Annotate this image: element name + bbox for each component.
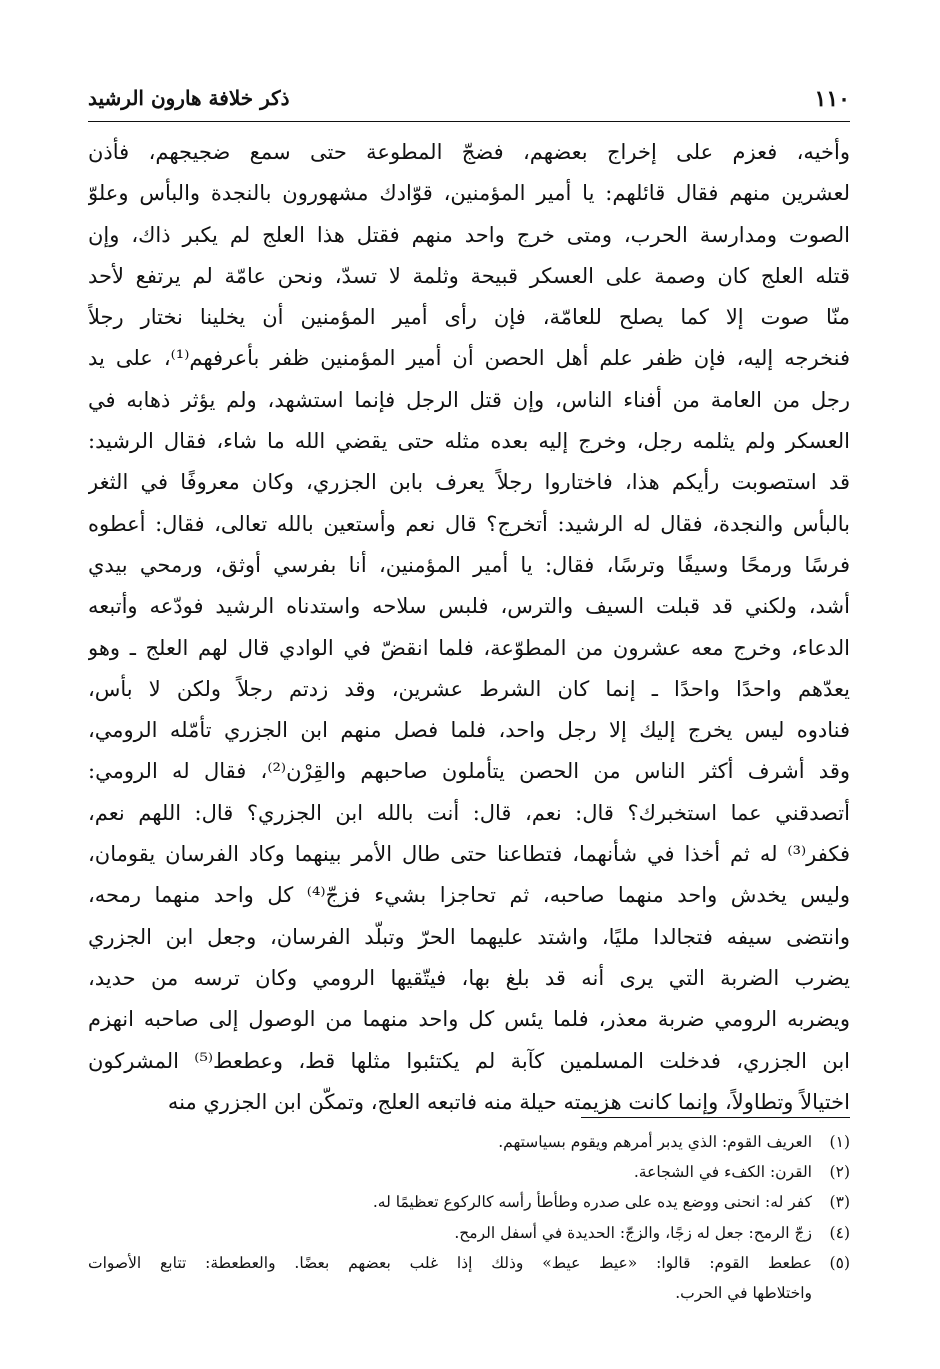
text-line: اختيالاً وتطاولاً، وإنما كانت هزيمته حيلة منه فاتبعه العلج، وتمكّن ابن الجزري منه [167,1089,850,1114]
text-line: فرسًا ورمحًا وسيفًا وترسًا، فقال: يا أمير المؤمنين، أنا بفرسي أوثق، ورمحي بيدي [88,552,850,577]
footnote-number: (٥) [829,1253,850,1272]
footnote [88,1218,850,1248]
text-line: قد استصوبت رأيكم هذا، فاختاروا رجلاً يعرف بابن الجزري، وكان معروفًا في الثغر [88,470,850,495]
footnote-line: زجّ الرمح: جعل له زجًا، والزجّ: الحديدة في أسفل الرمح. [454,1223,812,1242]
text-line: لعشرين منهم فقال قائلهم: يا أمير المؤمنين، قوّادك مشهورون بالنجدة والبأس وعلوّ [88,181,850,206]
text-line: الدعاء، وخرج معه عشرون من المطوّعة، فلما انقضّ في الوادي قال لهم العلج ـ وهو [88,635,850,660]
text-line: ابن الجزري، فدخلت المسلمين كآبة لم يكتئبوا مثلها قط، وعطعط⁽⁵⁾ المشركون [88,1048,850,1073]
footnote-number: (٤) [829,1223,850,1242]
footnote-line: القرن: الكفء في الشجاعة. [633,1163,812,1182]
footnote-text [88,1157,812,1187]
text-line: بالبأس والنجدة، فقال له الرشيد: أتخرج؟ قال نعم وأستعين بالله تعالى، فقال: أعطوه [88,511,850,536]
text-line: يضرب الضربة التي يرى أنه قد بلغ بها، فيتّقيها الرومي وكان ترسه من حديد، [88,965,850,990]
header-rule [88,121,850,122]
text-line: قتله العلج كان وصمة على العسكر قبيحة وثلمة لا تسدّ، ونحن عامّة لم يرتفع لأحد [88,263,850,288]
footnote-line: العريف القوم: الذي يدبر أمرهم ويقوم بسياستهم. [498,1133,812,1151]
footnote [88,1157,850,1187]
page-header [88,86,850,116]
footnote-text [88,1248,812,1308]
main-text [88,132,850,1123]
footnote-text [88,1218,812,1248]
footnote-line: واختلاطها في الحرب. [675,1284,812,1303]
text-line: ويضربه الرومي ضربة معذر، فلما يئس كل واحد منهما من الوصول إلى صاحبه انهزم [88,1007,850,1032]
footnotes [88,1127,850,1308]
text-line: فكفر⁽³⁾ له ثم أخذا في شأنهما، فتطاعنا حتى طال الأمر بينهما وكاد الفرسان يقومان، [88,842,850,867]
text-line: منّا صوت إلا كما يصلح للعامّة، فإن رأى أمير المؤمنين أن يخلينا نختار رجلاً [88,305,850,330]
page-number: ١١٠ [814,86,850,112]
text-line: رجل من العامة من أفناء الناس، وإن قتل الرجل فإنما استشهد، ولم يؤثر ذهابه في [88,387,850,412]
text-line: وأخيه، فعزم على إخراج بعضهم، فضجّ المطوعة حتى سمع ضجيجهم، فأذن [88,140,850,164]
footnote-number: (١) [829,1133,850,1151]
text-line: أشد، ولكني قد قبلت السيف والترس، فلبس سلاحه واستدناه الرشيد فودّعه وأتبعه [88,594,850,619]
footnote [88,1187,850,1217]
footnote-text [88,1127,812,1157]
text-line: أتصدقني عما استخبرك؟ قال: نعم، قال: أنت بالله ابن الجزري؟ قال: اللهم نعم، [88,800,850,825]
footnote-number: (٢) [829,1163,850,1182]
text-line: الصوت ومدارسة الحرب، ومتى خرج واحد منهم فقتل هذا العلج لم يكبر ذاك، وإن [88,222,850,247]
footnote-text [88,1187,812,1217]
text-line: يعدّهم واحدًا واحدًا ـ إنما كان الشرط عشرين، وقد زدتم رجلاً ولكن لا بأس، [88,676,850,701]
footnote [88,1248,850,1308]
footnote-separator [581,1117,850,1118]
text-line: العسكر ولم يثلمه رجل، وخرج إليه بعده مثله حتى يقضي الله ما شاء، فقال الرشيد: [88,429,850,454]
text-line: وانتضى سيفه فتجالدا مليًا، واشتد عليهما الحرّ وتبلّد الفرسان، وجعل ابن الجزري [88,924,850,949]
text-line: وقد أشرف أكثر الناس من الحصن يتأملون صاحبهم والقِرْن⁽²⁾، فقال له الرومي: [88,759,850,784]
footnote-line: كفر له: انحنى ووضع يده على صدره وطأطأ رأسه كالركوع تعظيمًا له. [372,1193,812,1212]
text-line: وليس يخدش واحد منهما صاحبه، ثم تحاجزا بشيء فزجّ⁽⁴⁾ كل واحد منهما رمحه، [88,883,850,908]
footnote-line: عطعط القوم: قالوا: «عيط عيط» وذلك إذا غلب بعضهم بعضًا. والعطعطة: تتابع الأصوات [88,1253,812,1272]
running-title: ذكر خلافة هارون الرشيد [88,86,290,110]
footnote [88,1127,850,1157]
text-line: فنادوه ليس يخرج إليك إلا رجل واحد، فلما فصل منهم ابن الجزري تأمّله الرومي، [88,718,850,743]
footnote-number: (٣) [829,1193,850,1212]
text-line: فنخرجه إليه، فإن ظفر علم أهل الحصن أن أمير المؤمنين ظفر بأعرفهم⁽¹⁾، على يد [88,346,850,371]
